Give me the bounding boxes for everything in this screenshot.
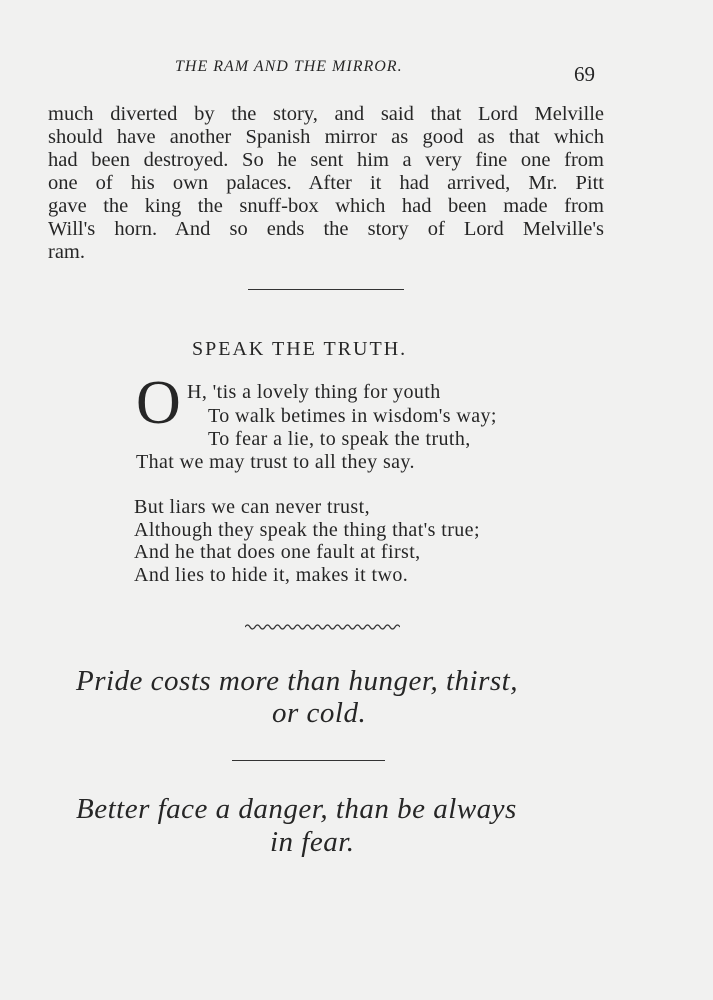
paragraph-line: should have another Spanish mirror as good as that which (48, 126, 604, 148)
proverb-line: or cold. (272, 697, 367, 729)
verse-line: And lies to hide it, makes it two. (134, 564, 409, 586)
verse-line: And he that does one fault at first, (134, 541, 421, 563)
paragraph-line: gave the king the snuff-box which had been made from (48, 195, 604, 217)
verse-line: To walk betimes in wisdom's way; (208, 405, 497, 427)
section-divider (248, 289, 404, 290)
verse-line: That we may trust to all they say. (136, 451, 415, 473)
drop-cap: O (136, 369, 181, 437)
verse-line: But liars we can never trust, (134, 496, 370, 518)
paragraph-line: one of his own palaces. After it had arrived, Mr. Pitt (48, 172, 604, 194)
proverb-line: Pride costs more than hunger, thirst, (76, 665, 518, 697)
paragraph-line: had been destroyed. So he sent him a very fine one from (48, 149, 604, 171)
verse-line: H, 'tis a lovely thing for youth (187, 381, 441, 403)
proverb-line: Better face a danger, than be always (76, 793, 517, 825)
section-divider (232, 760, 385, 761)
paragraph-line: Will's horn. And so ends the story of Lord Melville's (48, 218, 604, 240)
paragraph-line: much diverted by the story, and said that Lord Melville (48, 103, 604, 125)
verse-line: To fear a lie, to speak the truth, (208, 428, 471, 450)
page-number: 69 (574, 62, 595, 86)
poem-title: SPEAK THE TRUTH. (192, 338, 408, 360)
verse-line: Although they speak the thing that's true; (134, 519, 480, 541)
running-title: THE RAM AND THE MIRROR. (175, 58, 403, 75)
wavy-divider (245, 622, 400, 632)
paragraph-line: ram. (48, 241, 85, 263)
proverb-line: in fear. (270, 826, 355, 858)
